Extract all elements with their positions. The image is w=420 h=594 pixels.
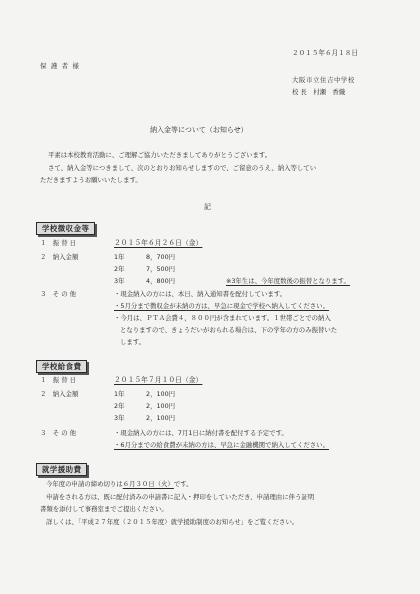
intro-paragraph-2-line-1: さて、納入金等につきまして、次のとおりお知らせしますので、ご留意のうえ、納入等してい (48, 164, 317, 172)
s1-note-1: ・現金納入の方には、本日、納入通知書を配付しています。 (114, 290, 287, 298)
s3-line-3: 書類を添付して事務室までご提出ください。 (40, 505, 168, 513)
s2-grade-3: 3年 (114, 414, 125, 422)
school-name: 大阪市立住吉中学校 (292, 76, 355, 84)
s1-note-5: します。 (120, 338, 146, 346)
ki-marker: 記 (204, 203, 211, 211)
s1-note-2: ・5月分まで徴収金が未納の方は、早急に現金で学校へ納入してください。 (114, 302, 329, 310)
s2-amount-label: ２ 納入金額 (40, 390, 79, 398)
intro-paragraph-1: 平素は本校教育活動に、ご理解ご協力いただきましてありがとうございます。 (48, 151, 272, 159)
section-heading-school-lunch: 学校給食費 (36, 360, 87, 373)
principal-name: 校 長 村瀬 香織 (292, 88, 346, 96)
s2-note-2: ・6月分までの給食費が未納の方は、早急に金融機関で納入してください。 (114, 441, 329, 449)
issue-date: ２０１５年６月１８日 (292, 49, 358, 57)
s2-grade-1: 1年 (114, 390, 125, 398)
section-heading-school-fees: 学校徴収金等 (36, 222, 95, 235)
s1-grade-2: 2年 (114, 265, 125, 273)
s2-grade-2: 2年 (114, 402, 125, 410)
s2-amount-2: 2，100円 (146, 402, 176, 410)
s1-note-3: ・今月は、ＰＴＡ会費４，８００円が含まれています。１世帯ごとでの納入 (114, 314, 331, 322)
s1-grade3-note: ※3年生は、今年度数後の振替となります。 (226, 277, 350, 285)
s3-deadline-post: です。 (173, 480, 193, 488)
s1-amount-3: 4，800円 (146, 277, 176, 285)
s1-grade-3: 3年 (114, 277, 125, 285)
s1-amount-1: 8，700円 (146, 253, 176, 261)
s1-other-label: ３ そ の 他 (40, 290, 77, 298)
section-heading-school-aid: 就学援助費 (36, 463, 87, 476)
intro-paragraph-2-line-2: ただきますようお願いいたします。 (40, 176, 142, 184)
document-title: 納入金等について（お知らせ） (150, 126, 248, 134)
s2-transfer-label: １ 振 替 日 (40, 376, 77, 384)
s1-transfer-label: １ 振 替 日 (40, 239, 77, 247)
s3-deadline-pre: 今年度の申請の締め切りは (46, 480, 123, 488)
s2-transfer-date: ２０１５年７月１０日（金） (114, 376, 203, 384)
s3-deadline-date: ６月３０日（火） (122, 480, 174, 488)
s2-other-label: ３ そ の 他 (40, 429, 77, 437)
s3-line-4: 詳しくは、「平成２７年度（２０１５年度）就学援助制度のお知らせ」をご覧ください。 (46, 518, 299, 526)
recipient: 保 護 者 様 (40, 62, 81, 70)
s2-amount-1: 2，100円 (146, 390, 176, 398)
s1-transfer-date: ２０１５年６月２６日（金） (114, 239, 203, 247)
s2-note-1: ・現金納入の方には、7月1日に納付書を配付する予定です。 (114, 429, 288, 437)
s1-amount-label: ２ 納入金額 (40, 253, 79, 261)
s3-line-2: 申請をされる方は、既に配付済みの申請書に記入・押印をしていただき、申請理由に伴う証明 (46, 493, 315, 501)
s3-deadline-line (46, 481, 192, 487)
s1-amount-2: 7，500円 (146, 265, 176, 273)
s1-grade-1: 1年 (114, 253, 125, 261)
s1-note-4: となりますので、きょうだいがおられる場合は、下の学年の方のみ振替いた (120, 326, 338, 334)
s2-amount-3: 2，100円 (146, 414, 176, 422)
